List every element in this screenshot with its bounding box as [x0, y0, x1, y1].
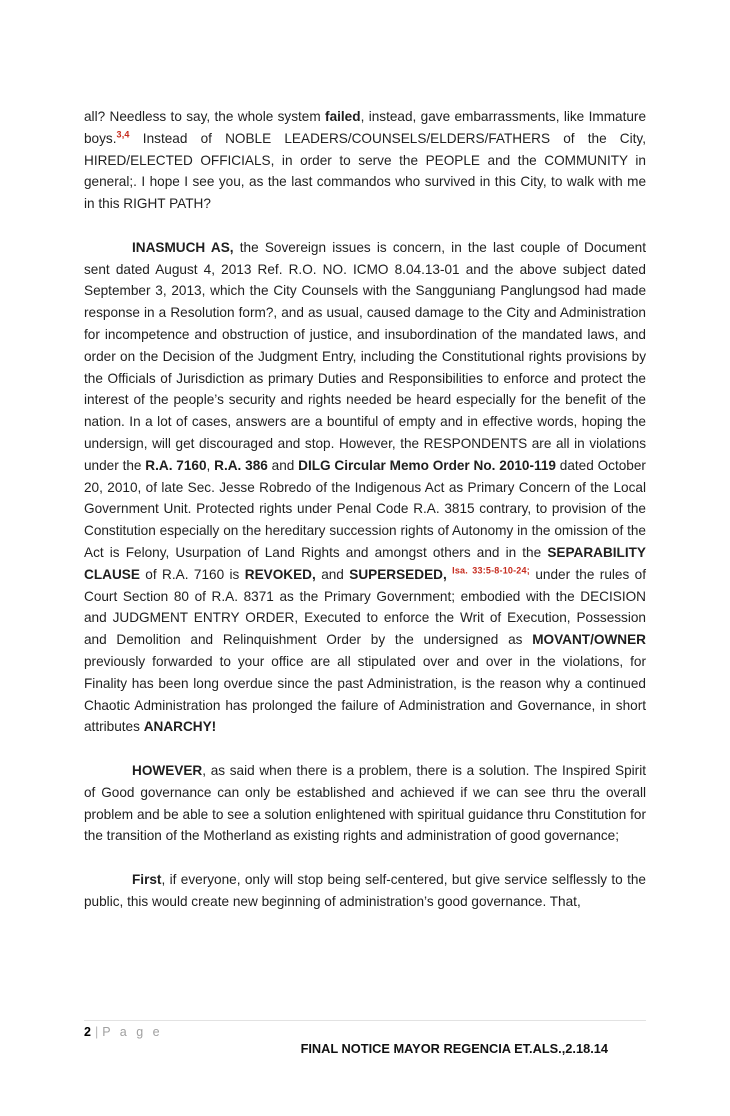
- text-run: SEPARABILITY CLAUSE: [84, 544, 646, 582]
- text-run: previously forwarded to your office are all stipulated over and over in the violations, for Finality has been long overdue since the past Administration, is the reason why a continued Chaotic Administration has prolonged the failure of Administration and Governance, in short attributes: [84, 653, 646, 735]
- footer-notice: FINAL NOTICE MAYOR REGENCIA ET.ALS.,2.18.14: [300, 1041, 608, 1056]
- page-number-separator: |: [94, 1025, 99, 1039]
- text-run: R.A. 386: [214, 457, 268, 473]
- paragraph: [84, 869, 646, 913]
- text-run: First: [132, 871, 162, 887]
- text-run: and: [315, 566, 350, 582]
- text-run: SUPERSEDED,: [349, 566, 453, 582]
- page-footer: [84, 1020, 646, 1057]
- paragraph: [84, 760, 646, 847]
- text-run: , if everyone, only will stop being self-centered, but give service selflessly to the public, this would create new beginning of administration’s good governance. That,: [84, 871, 646, 909]
- paragraph: [84, 237, 646, 738]
- text-run: all? Needless to say, the whole system: [84, 109, 326, 124]
- text-run: under the rules of Court Section 80 of R.A. 8371 as the Primary Government; embodied with the DECISION and JUDGMENT ENTRY ORDER, Executed to enforce the Writ of Execution, Possession and Demolition and Relinquishment Order by the undersigned as: [84, 566, 647, 648]
- citation-superscript: 3,4: [116, 129, 130, 140]
- text-run: of R.A. 7160 is: [139, 566, 245, 582]
- text-run: REVOKED,: [244, 566, 316, 582]
- text-run: INASMUCH AS,: [132, 239, 240, 255]
- text-run: the Sovereign issues is concern, in the last couple of Document sent dated August 4, 2013 Ref. R.O. NO. ICMO 8.04.13-01 and the above subject dated September 3, 2013, which the City Counsels with the Sangguniang Panglungsod had made response in a Resolution form?, and as usual, caused damage to the City and Administration for incompetence and obstruction of justice, and insubordination of the mandated laws, and order on the Decision of the Judgment Entry, including the Constitutional rights provisions by the Officials of Jurisdiction as primary Duties and Responsibilities to enforce and protect the interest of the people’s security and rights needed be heard especially for the benefit of the nation. In a lot of cases, answers are a bountiful of empty and in effective words, hoping the undersign, will get discouraged and stop. However, the RESPONDENTS are all in violations under the: [84, 239, 646, 473]
- text-run: failed: [325, 109, 361, 124]
- footer-divider: [84, 1020, 646, 1021]
- citation-superscript: Isa. 33:5-8-10-24;: [452, 565, 530, 576]
- text-run: HOWEVER: [132, 762, 203, 778]
- text-run: , as said when there is a problem, there is a solution. The Inspired Spirit of Good governance can only be established and achieved if we can see thru the overall problem and be able to see a solution enlightened with spiritual guidance thru Constitution for the transition of the Motherland as existing rights and administration of good governance;: [84, 762, 646, 844]
- text-run: Instead of NOBLE LEADERS/COUNSELS/ELDERS/FATHERS of the City, HIRED/ELECTED OFFICIALS, in order to serve the PEOPLE and the COMMUNITY in general;. I hope I see you, as the last commandos who survived in this City, to walk with me in this RIGHT PATH?: [84, 130, 646, 212]
- page-number-line: [84, 1024, 646, 1040]
- text-run: ANARCHY!: [143, 719, 217, 735]
- document-body: [84, 106, 646, 934]
- page-number: 2: [84, 1025, 91, 1039]
- text-run: DILG Circular Memo Order No. 2010-119: [298, 457, 556, 473]
- text-run: MOVANT/OWNER: [532, 632, 646, 648]
- page-label: P a g e: [102, 1025, 163, 1039]
- text-run: , instead, gave embarrassments, like Immature boys.: [84, 109, 647, 146]
- text-run: dated October 20, 2010, of late Sec. Jesse Robredo of the Indigenous Act as Primary Concern of the Local Government Unit. Protected rights under Penal Code R.A. 3815 contrary, to provision of the Constitution especially on the hereditary succession rights of Autonomy in the omission of the Act is Felony, Usurpation of Land Rights and amongst others and in the: [84, 457, 646, 560]
- paragraph: [84, 106, 646, 215]
- text-run: R.A. 7160: [145, 457, 207, 473]
- text-run: and: [267, 457, 299, 473]
- text-run: ,: [206, 457, 215, 473]
